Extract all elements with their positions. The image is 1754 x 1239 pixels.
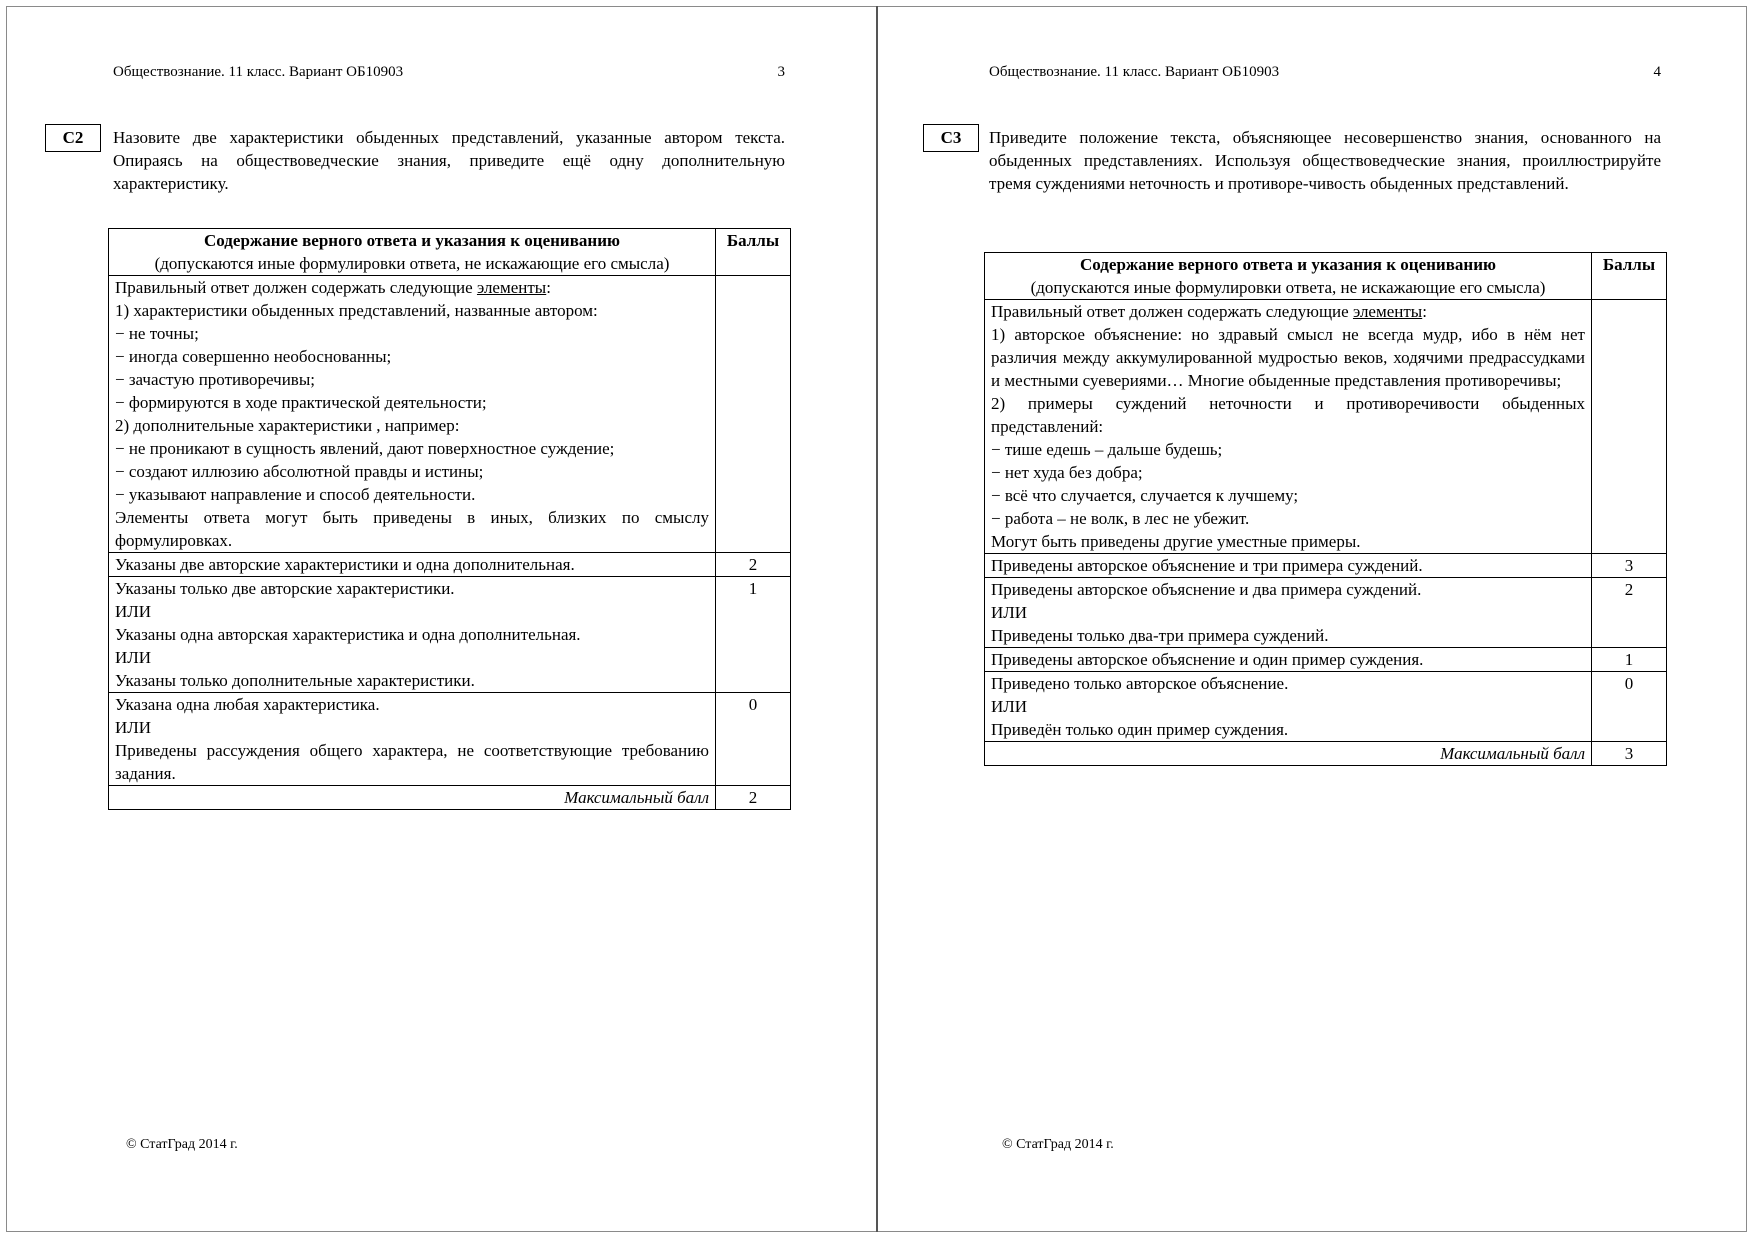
page-header <box>989 63 1661 81</box>
score-criterion: ИЛИ <box>991 603 1028 622</box>
answer-content <box>985 300 1592 554</box>
score-criterion: Приведён только один пример суждения. <box>991 720 1289 739</box>
score-criterion: Приведены только два-три примера суждений. <box>991 626 1329 645</box>
answer-line: 2) дополнительные характеристики , например: <box>115 416 460 435</box>
max-score-label: Максимальный балл <box>985 742 1592 766</box>
answer-line: − нет худа без добра; <box>991 463 1143 482</box>
score-points: 1 <box>1592 648 1667 672</box>
right-page <box>878 0 1748 1226</box>
question-text: Приведите положение текста, объясняющее несовершенство знания, основанного на обыденных представлениях. Используя обществоведческие знания, проиллюстрируйте тремя суждениями неточность и противоре-чивость обыденных представлений. <box>989 128 1661 193</box>
answer-points <box>1592 300 1667 554</box>
score-criterion: ИЛИ <box>991 697 1028 716</box>
score-criterion: Указаны только дополнительные характеристики. <box>115 671 475 690</box>
score-criterion: Приведены авторское объяснение и один пример суждения. <box>991 650 1424 669</box>
answer-content <box>109 276 716 553</box>
answer-row <box>109 276 791 553</box>
answer-line: − указывают направление и способ деятельности. <box>115 485 476 504</box>
question-text: Назовите две характеристики обыденных представлений, указанные автором текста. Опираясь на обществоведческие знания, приведите ещё одну дополнительную характеристику. <box>113 128 785 193</box>
score-row <box>109 577 791 693</box>
answer-line: − всё что случается, случается к лучшему; <box>991 486 1299 505</box>
score-row <box>109 693 791 786</box>
header-note: (допускаются иные формулировки ответа, не искажающие его смысла) <box>154 254 670 273</box>
answer-intro: Правильный ответ должен содержать следующие элементы: <box>991 302 1427 321</box>
score-criterion: ИЛИ <box>115 602 152 621</box>
answer-line: − не точны; <box>115 324 199 343</box>
task-label: С3 <box>923 124 979 152</box>
score-points: 1 <box>716 577 791 693</box>
score-row <box>985 648 1667 672</box>
score-criterion: ИЛИ <box>115 718 152 737</box>
score-row <box>985 672 1667 742</box>
score-criterion: Приведены авторское объяснение и три примера суждений. <box>991 556 1423 575</box>
answer-line: − не проникают в сущность явлений, дают поверхностное суждение; <box>115 439 615 458</box>
answer-intro: Правильный ответ должен содержать следующие элементы: <box>115 278 551 297</box>
answer-line: Элементы ответа могут быть приведены в иных, близких по смыслу формулировках. <box>115 508 709 550</box>
scoring-table <box>108 228 791 810</box>
answer-line: 1) авторское объяснение: но здравый смысл не всегда мудр, ибо в нём нет различия между аккумулированной мудростью веков, ходячими предрассудками и местными суевериями… Многие обыденные представления противоречивы; <box>991 325 1585 390</box>
header-bold: Содержание верного ответа и указания к оцениванию <box>204 231 620 250</box>
page-number: 3 <box>777 64 785 80</box>
answer-line: − иногда совершенно необоснованны; <box>115 347 392 366</box>
score-row <box>985 554 1667 578</box>
header-title: Обществознание. 11 класс. Вариант ОБ10903 <box>113 64 404 80</box>
max-score-row <box>109 786 791 810</box>
header-note: (допускаются иные формулировки ответа, не искажающие его смысла) <box>1030 278 1546 297</box>
score-criterion: Указаны одна авторская характеристика и одна дополнительная. <box>115 625 581 644</box>
score-points: 2 <box>1592 578 1667 648</box>
answer-line: 1) характеристики обыденных представлений, названные автором: <box>115 301 598 320</box>
left-page <box>0 0 870 1226</box>
score-points: 2 <box>716 553 791 577</box>
header-bold: Содержание верного ответа и указания к оцениванию <box>1080 255 1496 274</box>
table-header-points: Баллы <box>1592 253 1667 300</box>
table-header-content <box>109 229 716 276</box>
max-score-points: 3 <box>1592 742 1667 766</box>
score-criterion: Указаны две авторские характеристики и одна дополнительная. <box>115 555 575 574</box>
answer-line: − создают иллюзию абсолютной правды и истины; <box>115 462 484 481</box>
score-criterion: Указана одна любая характеристика. <box>115 695 380 714</box>
max-score-points: 2 <box>716 786 791 810</box>
answer-points <box>716 276 791 553</box>
answer-line: Могут быть приведены другие уместные примеры. <box>991 532 1361 551</box>
score-row <box>985 578 1667 648</box>
table-header-content <box>985 253 1592 300</box>
answer-line: 2) примеры суждений неточности и противоречивости обыденных представлений: <box>991 394 1585 436</box>
footer-copyright: © СтатГрад 2014 г. <box>1002 1137 1114 1152</box>
table-header-row <box>985 253 1667 300</box>
table-header-points: Баллы <box>716 229 791 276</box>
footer-copyright: © СтатГрад 2014 г. <box>126 1137 238 1152</box>
score-criterion: Приведены рассуждения общего характера, не соответствующие требованию задания. <box>115 741 709 783</box>
page-number: 4 <box>1653 64 1661 80</box>
score-criterion: Указаны только две авторские характеристики. <box>115 579 455 598</box>
max-score-label: Максимальный балл <box>109 786 716 810</box>
score-points: 0 <box>716 693 791 786</box>
score-criterion: Приведено только авторское объяснение. <box>991 674 1289 693</box>
score-points: 0 <box>1592 672 1667 742</box>
page-header <box>113 63 785 81</box>
answer-row <box>985 300 1667 554</box>
header-title: Обществознание. 11 класс. Вариант ОБ10903 <box>989 64 1280 80</box>
answer-line: − формируются в ходе практической деятельности; <box>115 393 487 412</box>
task-label: С2 <box>45 124 101 152</box>
score-points: 3 <box>1592 554 1667 578</box>
answer-line: − тише едешь – дальше будешь; <box>991 440 1223 459</box>
answer-line: − зачастую противоречивы; <box>115 370 315 389</box>
answer-line: − работа – не волк, в лес не убежит. <box>991 509 1250 528</box>
score-criterion: ИЛИ <box>115 648 152 667</box>
score-criterion: Приведены авторское объяснение и два примера суждений. <box>991 580 1422 599</box>
max-score-row <box>985 742 1667 766</box>
table-header-row <box>109 229 791 276</box>
scoring-table <box>984 252 1667 766</box>
score-row <box>109 553 791 577</box>
